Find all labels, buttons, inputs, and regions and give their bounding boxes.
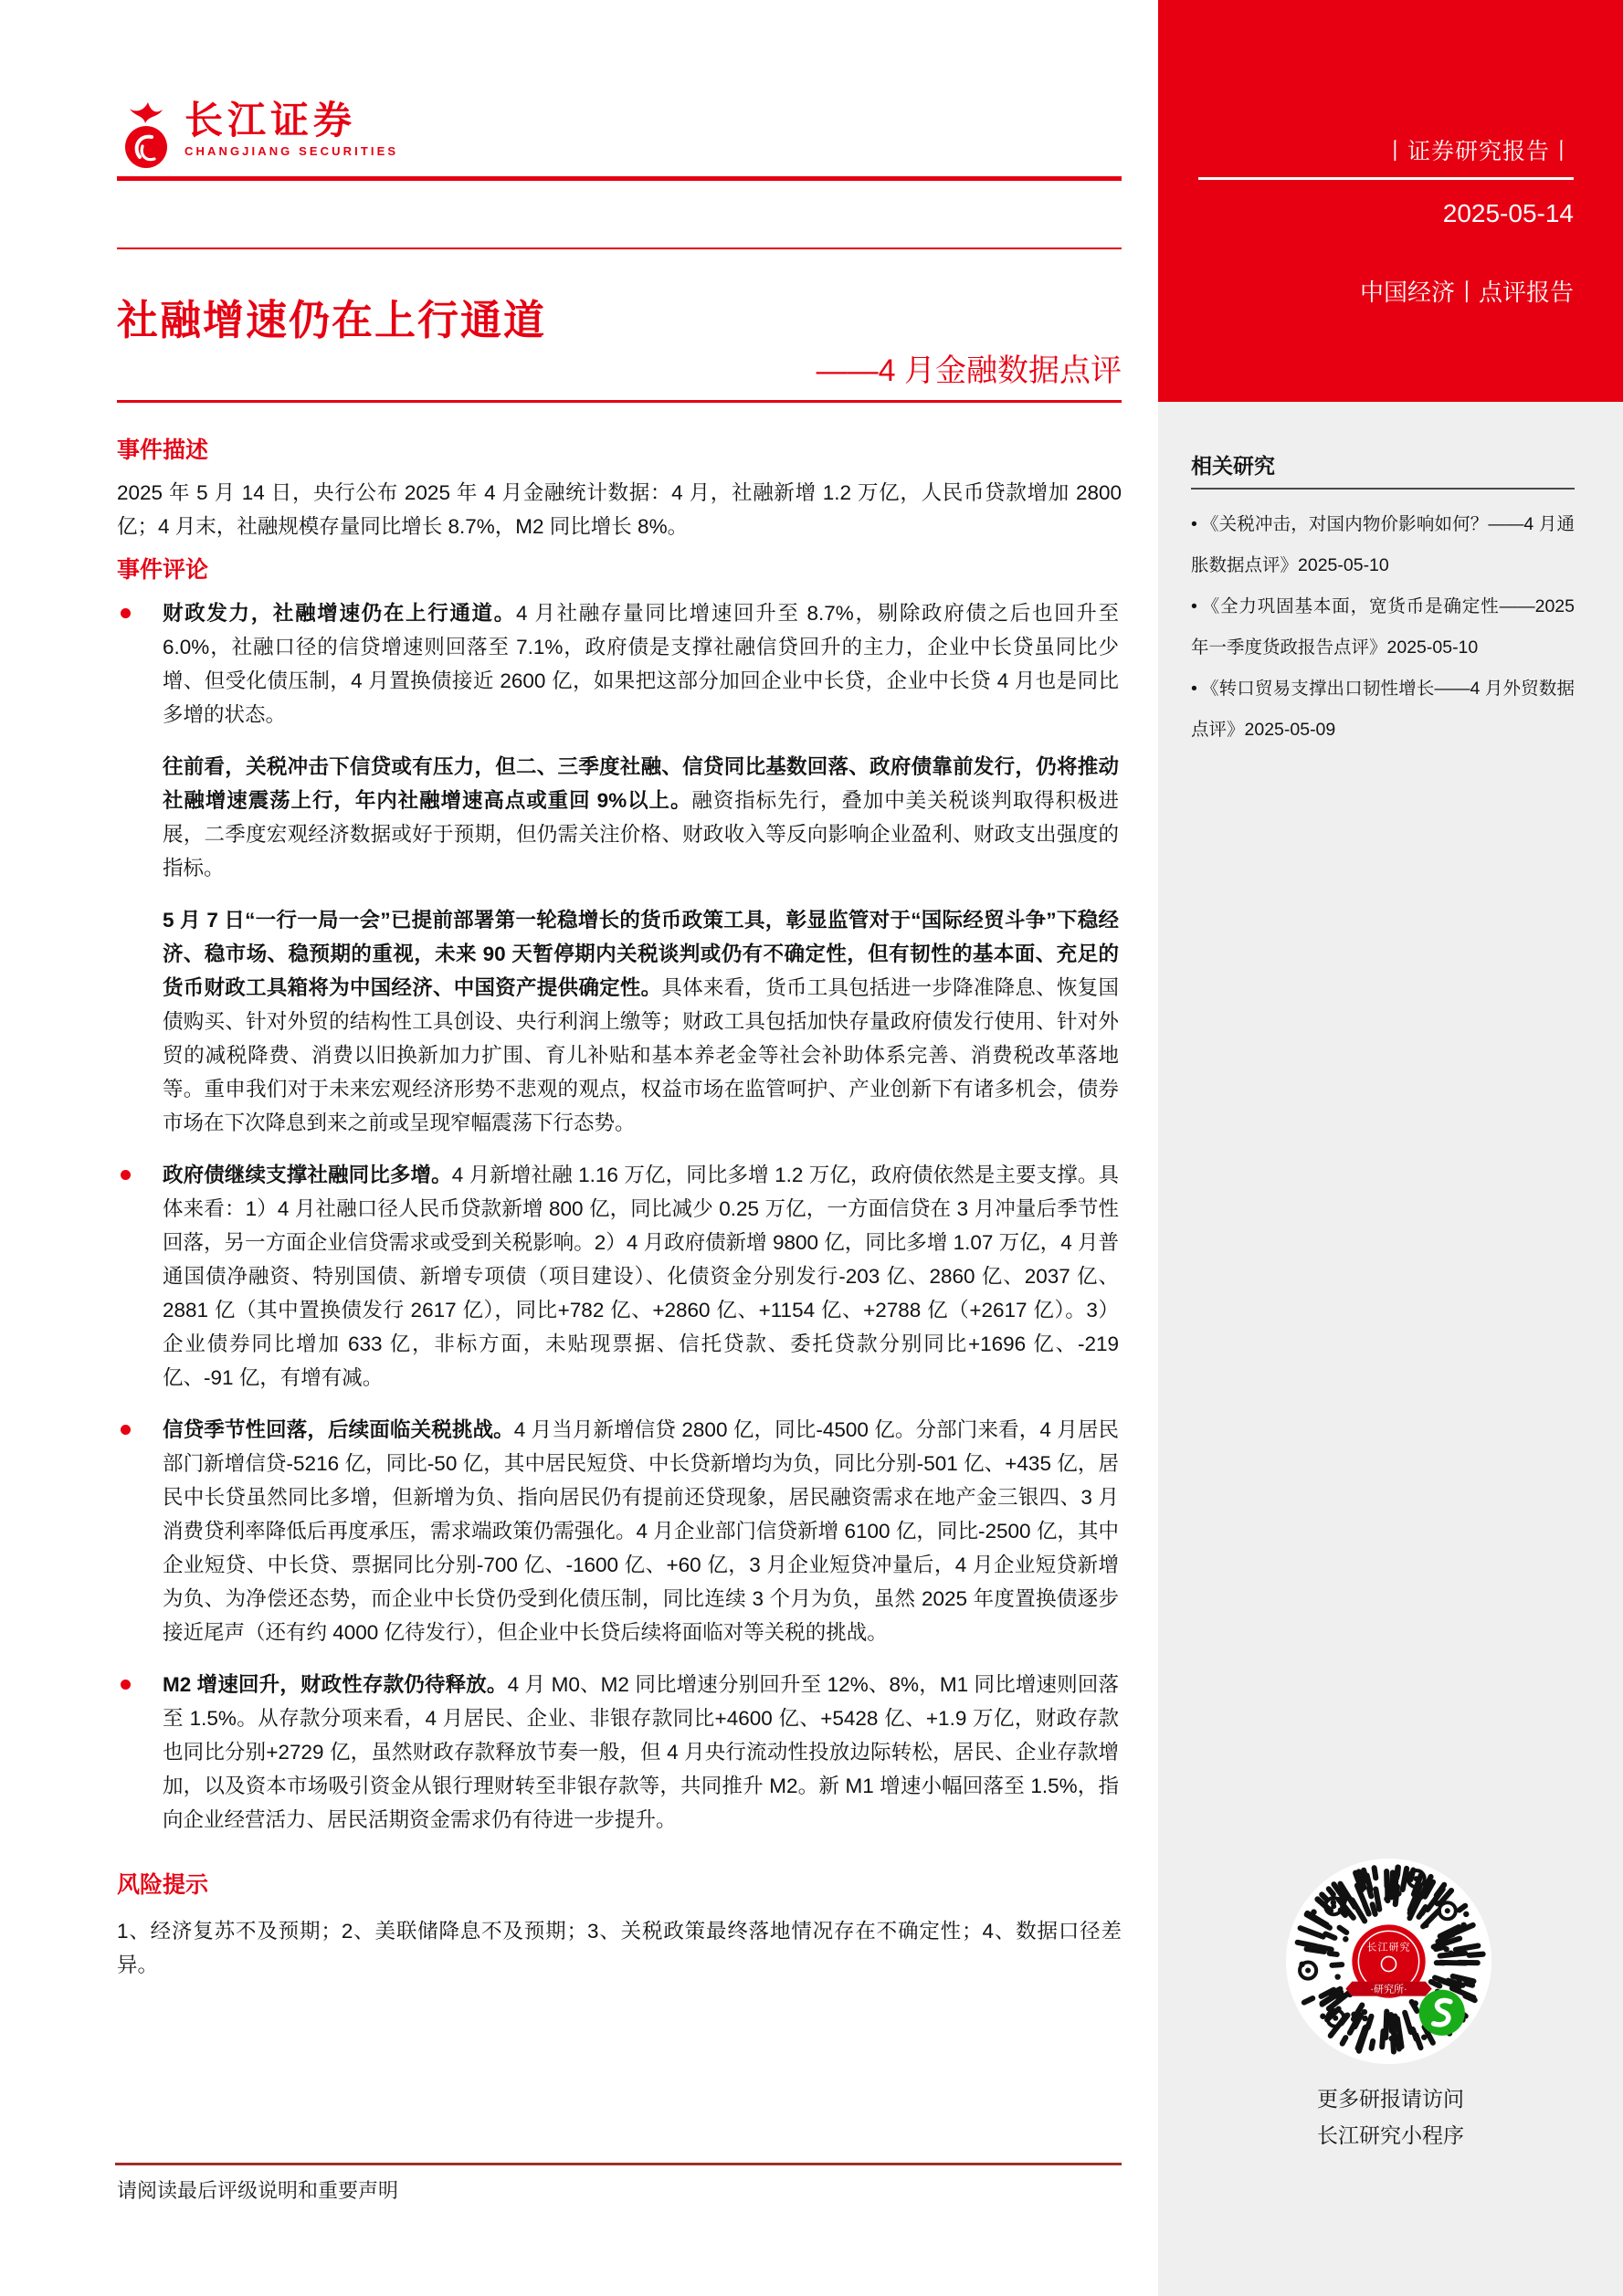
related-research-item[interactable]: • 《转口贸易支撑出口韧性增长——4 月外贸数据点评》2025-05-09	[1191, 669, 1575, 751]
logo-en-text: CHANGJIANG SECURITIES	[184, 144, 399, 159]
comment-paragraph	[163, 750, 1119, 885]
masthead-divider	[1198, 177, 1574, 180]
report-body	[117, 437, 1122, 2002]
changjiang-logo	[117, 100, 398, 172]
report-category: 中国经济丨点评报告	[1359, 279, 1574, 306]
qr-caption-line1: 更多研报请访问	[1317, 2087, 1464, 2111]
dragon-ball-icon	[117, 100, 175, 172]
comment-bullet-paragraph	[163, 1413, 1119, 1649]
comment-bullet-paragraph	[163, 1668, 1119, 1837]
masthead-red-block	[1158, 0, 1623, 402]
bullet-dot-icon	[121, 608, 131, 618]
paragraph-text: 融资指标先行，叠加中美关税谈判取得积极进展，二季度宏观经济数据或好于预期，但仍需关注价格、财政收入等反向影响企业盈利、财政支出强度的指标。	[163, 788, 1119, 879]
paragraph-lead-bold: 信贷季节性回落，后续面临关税挑战。	[163, 1417, 514, 1441]
paragraph-text: 4 月社融存量同比增速回升至 8.7%，剔除政府债之后也回升至 6.0%，社融口径的信贷增速则回落至 7.1%，政府债是支撑社融信贷回升的主力，企业中长贷虽同比少增、但受化债压制，4 月置换债接近 2600 亿，如果把这部分加回企业中长贷，企业中长贷 4 月也是同比多增的状态。	[163, 601, 1119, 726]
event-description-heading: 事件描述	[117, 437, 209, 463]
paragraph-lead-bold: M2 增速回升，财政性存款仍待释放。	[163, 1672, 508, 1696]
title-rule	[117, 400, 1122, 403]
bullet-dot-icon	[121, 1425, 131, 1435]
paragraph-lead-bold: 政府债继续支撑社融同比多增。	[163, 1163, 452, 1186]
event-description-body: 2025 年 5 月 14 日，央行公布 2025 年 4 月金融统计数据：4 月，社融新增 1.2 万亿，人民币贷款增加 2800 亿；4 月末，社融规模存量同比增长 8.7%，M2 同比增长 8%。	[117, 481, 1122, 539]
bullet-dot-icon	[121, 1680, 131, 1690]
qr-badge-top-text: 长江研究	[1366, 1942, 1411, 1954]
wechat-icon	[1419, 1990, 1465, 2036]
header-rule-thin	[117, 248, 1122, 249]
paragraph-lead-bold: 往前看，关税冲击下信贷或有压力，但二、三季度社融、信贷同比基数回落、政府债靠前发行，仍将推动社融增速震荡上行，年内社融增速高点或重回 9%以上。	[163, 754, 1119, 812]
related-research-item[interactable]: • 《关税冲击，对国内物价影响如何？——4 月通胀数据点评》2025-05-10	[1191, 504, 1575, 586]
related-research-item[interactable]: • 《全力巩固基本面，宽货币是确定性——2025 年一季度货政报告点评》2025-05-10	[1191, 586, 1575, 669]
event-comment-heading: 事件评论	[117, 557, 209, 584]
mini-program-qr-code	[1286, 1859, 1491, 2064]
risk-body: 1、经济复苏不及预期；2、美联储降息不及预期；3、关税政策最终落地情况存在不确定性；4、数据口径差异。	[117, 1919, 1122, 1976]
comment-paragraphs	[117, 596, 1122, 1837]
logo-cn-text: 长江证券	[184, 99, 357, 142]
qr-caption-line2: 长江研究小程序	[1317, 2123, 1464, 2147]
report-type-tag: 丨证券研究报告丨	[1383, 139, 1574, 164]
header-rule-thick	[117, 176, 1122, 181]
related-research-heading: 相关研究	[1191, 454, 1275, 478]
page-subtitle: ——4 月金融数据点评	[816, 353, 1122, 388]
risk-heading: 风险提示	[117, 1871, 209, 1898]
qr-badge-ribbon-text: ·研究所·	[1370, 1984, 1407, 1996]
footer-rule	[115, 2163, 1122, 2165]
paragraph-text: 具体来看，货币工具包括进一步降准降息、恢复国债购买、针对外贸的结构性工具创设、央行利润上缴等；财政工具包括加快存量政府债发行使用、针对外贸的减税降费、消费以旧换新加力扩围、育儿补贴和基本养老金等社会补助体系完善、消费税改革落地等。重申我们对于未来宏观经济形势不悲观的观点，权益市场在监管呵护、产业创新下有诸多机会，债券市场在下次降息到来之前或呈现窄幅震荡下行态势。	[163, 975, 1119, 1134]
logo-text-block	[184, 100, 398, 158]
paragraph-text: 4 月 M0、M2 同比增速分别回升至 12%、8%，M1 同比增速则回落至 1.5%。从存款分项来看，4 月居民、企业、非银存款同比+4600 亿、+5428 亿、+1.9 万亿，财政存款也同比分别+2729 亿，虽然财政存款释放节奏一般，但 4 月央行流动性投放边际转松，居民、企业存款增加，以及资本市场吸引资金从银行理财转至非银存款等，共同推升 M2。新 M1 增速小幅回落至 1.5%，指向企业经营活力、居民活期资金需求仍有待进一步提升。	[163, 1672, 1119, 1831]
paragraph-text: 4 月新增社融 1.16 万亿，同比多增 1.2 万亿，政府债依然是主要支撑。具体来看：1）4 月社融口径人民币贷款新增 800 亿，同比减少 0.25 万亿，一方面信贷在 3 月冲量后季节性回落，另一方面企业信贷需求或受到关税影响。2）4 月政府债新增 9800 亿，同比多增 1.07 万亿，4 月普通国债净融资、特别国债、新增专项债（项目建设）、化债资金分别发行-203 亿、2860 亿、2037 亿、2881 亿（其中置换债发行 2617 亿），同比+782 亿、+2860 亿、+1154 亿、+2788 亿（+2617 亿）。3）企业债券同比增加 633 亿，非标方面，未贴现票据、信托贷款、委托贷款分别同比+1696 亿、-219 亿、-91 亿，有增有减。	[163, 1163, 1119, 1389]
related-research-rule	[1191, 488, 1575, 490]
paragraph-text: 4 月当月新增信贷 2800 亿，同比-4500 亿。分部门来看，4 月居民部门新增信贷-5216 亿，同比-50 亿，其中居民短贷、中长贷新增均为负，同比分别-501 亿、+435 亿，居民中长贷虽然同比多增，但新增为负、指向居民仍有提前还贷现象，居民融资需求在地产金三银四、3 月消费贷利率降低后再度承压，需求端政策仍需强化。4 月企业部门信贷新增 6100 亿，同比-2500 亿，其中企业短贷、中长贷、票据同比分别-700 亿、-1600 亿、+60 亿，3 月企业短贷冲量后，4 月企业短贷新增为负、为净偿还态势，而企业中长贷仍受到化债压制，同比连续 3 个月为负，虽然 2025 年度置换债逐步接近尾声（还有约 4000 亿待发行），但企业中长贷后续将面临对等关税的挑战。	[163, 1417, 1119, 1644]
footer-disclaimer: 请阅读最后评级说明和重要声明	[117, 2179, 399, 2202]
comment-bullet-paragraph	[163, 596, 1119, 732]
bullet-dot-icon	[121, 1170, 131, 1180]
page-title: 社融增速仍在上行通道	[117, 297, 547, 344]
sidebar-panel	[1158, 402, 1623, 2296]
related-research-list	[1191, 504, 1575, 751]
paragraph-lead-bold: 财政发力，社融增速仍在上行通道。	[163, 601, 516, 625]
report-date: 2025-05-14	[1442, 199, 1574, 227]
paragraph-lead-bold: 5 月 7 日“一行一局一会”已提前部署第一轮稳增长的货币政策工具，彰显监管对于“国际经贸斗争”下稳经济、稳市场、稳预期的重视，未来 90 天暂停期内关税谈判或仍有不确定性，但有韧性的基本面、充足的货币财政工具箱将为中国经济、中国资产提供确定性。	[163, 908, 1120, 999]
comment-paragraph	[163, 903, 1119, 1140]
comment-bullet-paragraph	[163, 1158, 1119, 1395]
